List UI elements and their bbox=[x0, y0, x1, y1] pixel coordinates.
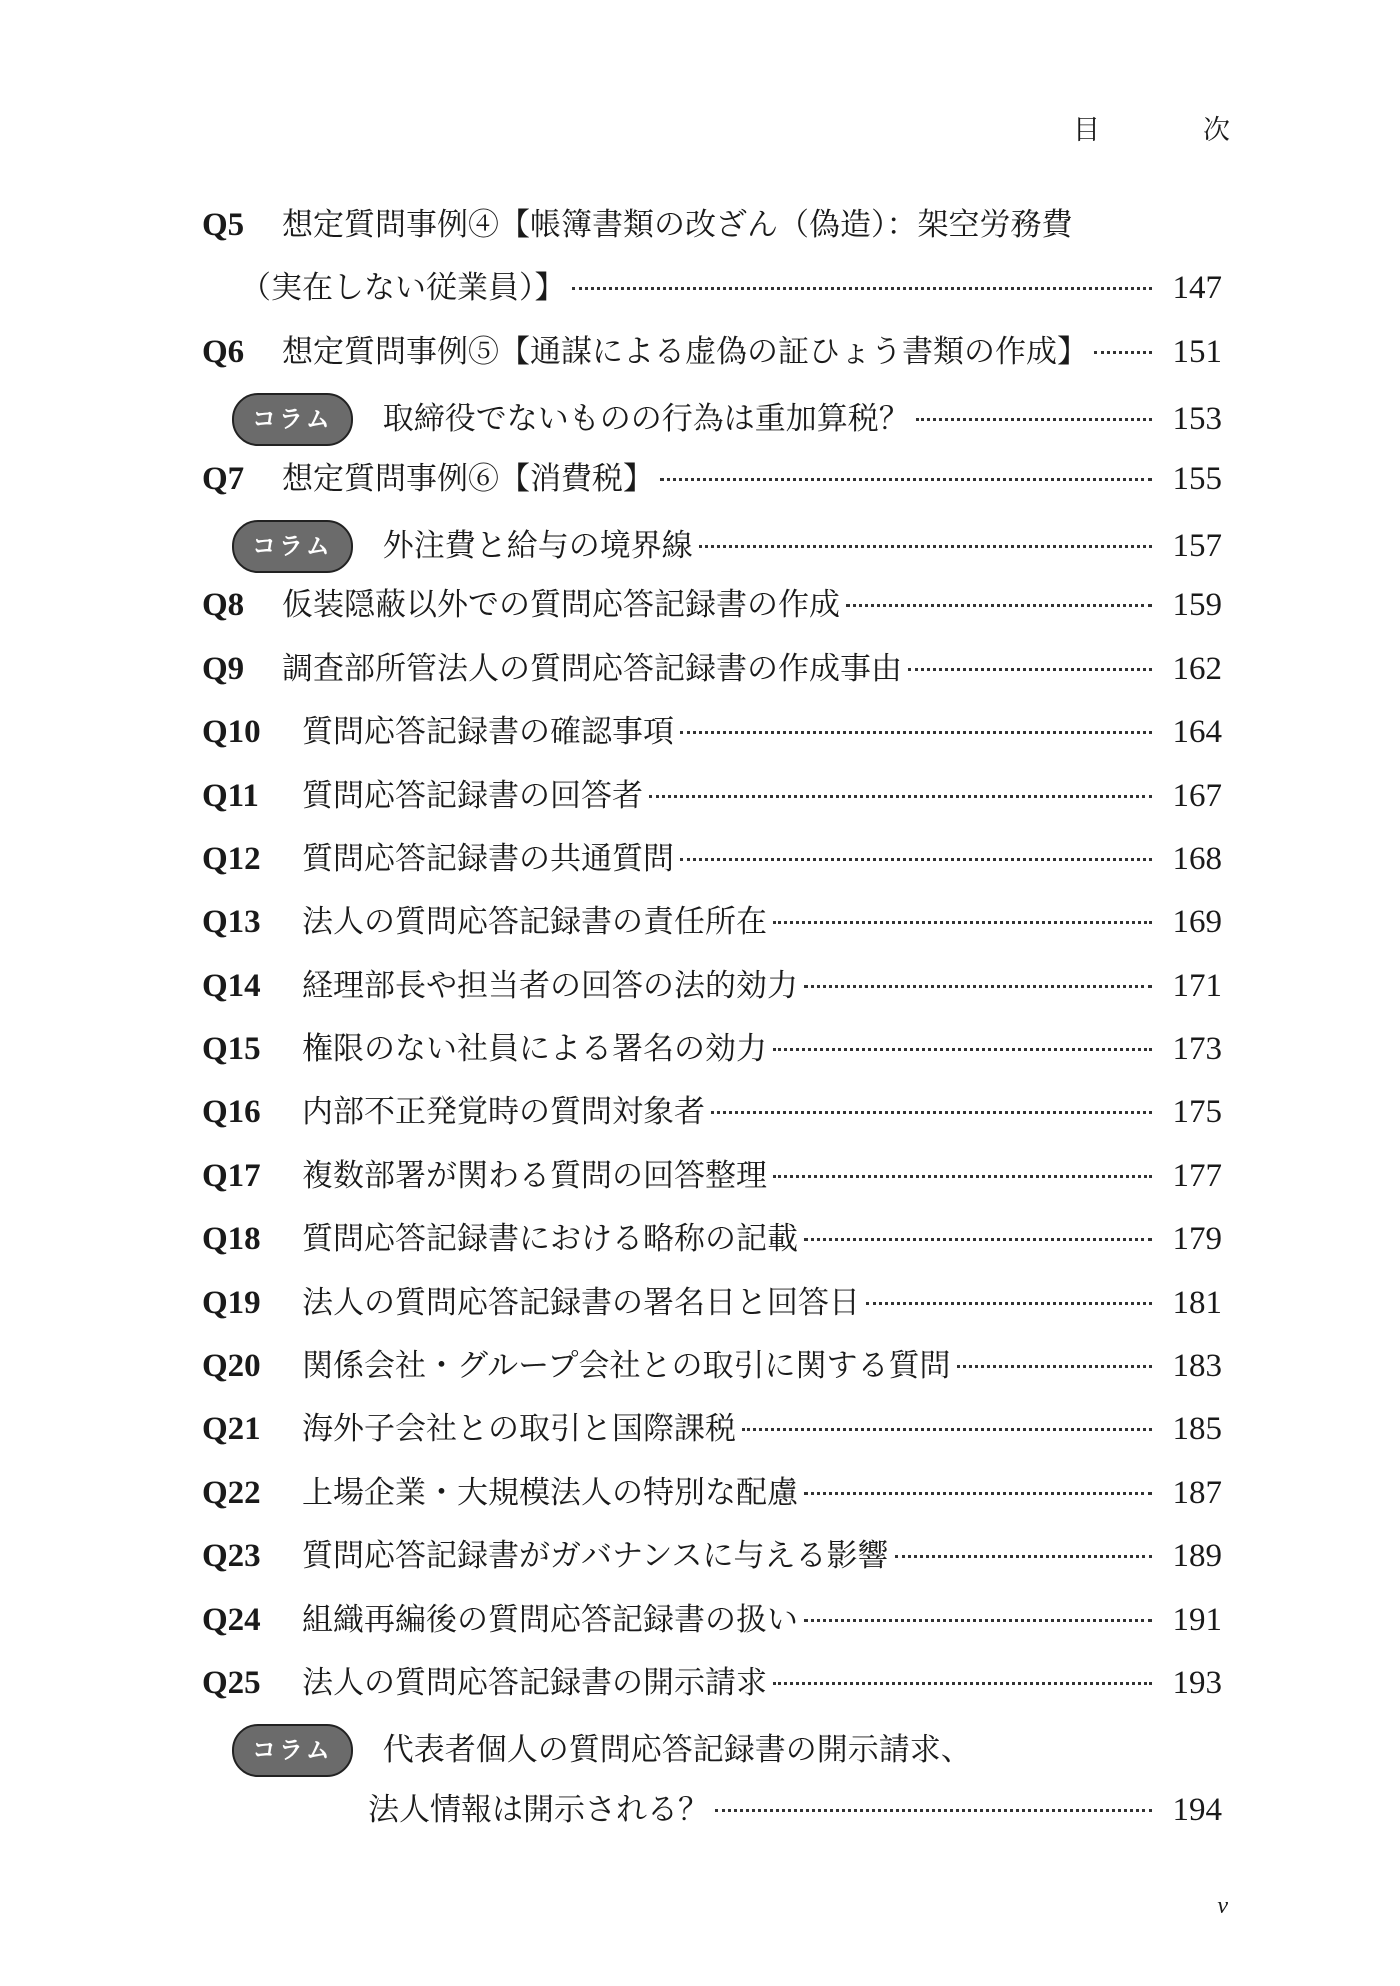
toc-line bbox=[202, 459, 1222, 522]
toc-line bbox=[202, 268, 1222, 331]
toc-entry[interactable] bbox=[202, 1409, 1222, 1472]
toc-entry[interactable] bbox=[202, 332, 1222, 395]
toc-line bbox=[202, 1283, 1222, 1346]
toc-line bbox=[202, 1473, 1222, 1536]
column-badge: コラム bbox=[232, 520, 353, 573]
page-number: 151 bbox=[1172, 333, 1222, 370]
entry-title: 想定質問事例⑤【通謀による虚偽の証ひょう書類の作成】 bbox=[282, 333, 1088, 370]
toc-line bbox=[202, 839, 1222, 902]
page-number: 177 bbox=[1172, 1157, 1222, 1194]
toc-entry[interactable] bbox=[202, 1092, 1222, 1155]
toc-entry[interactable] bbox=[202, 712, 1222, 775]
entry-title: 外注費と給与の境界線 bbox=[382, 527, 693, 564]
page-number: 147 bbox=[1172, 270, 1222, 307]
entry-title: 内部不正発覚時の質問対象者 bbox=[302, 1094, 705, 1131]
entry-title: 質問応答記録書がガバナンスに与える影響 bbox=[302, 1538, 889, 1575]
column-badge: コラム bbox=[232, 1724, 353, 1777]
question-number: Q9 bbox=[202, 650, 245, 687]
question-number: Q16 bbox=[202, 1094, 261, 1131]
toc-line bbox=[202, 1219, 1222, 1282]
entry-title: 組織再編後の質問応答記録書の扱い bbox=[302, 1601, 798, 1638]
toc-column-entry[interactable] bbox=[202, 522, 1222, 585]
toc-line bbox=[202, 395, 1222, 458]
toc-line bbox=[202, 902, 1222, 965]
toc-entry[interactable] bbox=[202, 1283, 1222, 1346]
toc-entry[interactable] bbox=[202, 1600, 1222, 1663]
toc-entry[interactable] bbox=[202, 1663, 1222, 1726]
page-number: 175 bbox=[1172, 1094, 1222, 1131]
question-number: Q15 bbox=[202, 1031, 261, 1068]
dot-leader bbox=[773, 921, 1152, 924]
page-number: 194 bbox=[1172, 1791, 1222, 1828]
question-number: Q22 bbox=[202, 1474, 261, 1511]
page-number: 183 bbox=[1172, 1348, 1222, 1385]
page-number: 169 bbox=[1172, 904, 1222, 941]
toc-entry[interactable] bbox=[202, 205, 1222, 332]
dot-leader bbox=[711, 1111, 1152, 1114]
entry-title: 質問応答記録書の確認事項 bbox=[302, 714, 674, 751]
toc-entry[interactable] bbox=[202, 966, 1222, 1029]
toc-entry[interactable] bbox=[202, 1156, 1222, 1219]
entry-title: 想定質問事例④【帳簿書類の改ざん（偽造）：架空労務費 bbox=[282, 207, 1073, 243]
page-number: 168 bbox=[1172, 840, 1222, 877]
question-number: Q17 bbox=[202, 1157, 261, 1194]
entry-title: 上場企業・大規模法人の特別な配慮 bbox=[302, 1474, 798, 1511]
dot-leader bbox=[572, 287, 1153, 290]
page-number: 157 bbox=[1172, 527, 1222, 564]
running-header: 目 次 bbox=[1073, 115, 1268, 146]
question-number: Q18 bbox=[202, 1221, 261, 1258]
dot-leader bbox=[957, 1365, 1152, 1368]
page-number: 167 bbox=[1172, 777, 1222, 814]
entry-title: 想定質問事例⑥【消費税】 bbox=[282, 460, 654, 497]
entry-title: 代表者個人の質問応答記録書の開示請求、 bbox=[382, 1732, 972, 1769]
toc-line bbox=[202, 1346, 1222, 1409]
question-number: Q25 bbox=[202, 1664, 261, 1701]
toc-line bbox=[202, 1536, 1222, 1599]
toc-line bbox=[202, 1409, 1222, 1472]
question-number: Q8 bbox=[202, 587, 245, 624]
entry-title: 海外子会社との取引と国際課税 bbox=[302, 1411, 736, 1448]
question-number: Q12 bbox=[202, 840, 261, 877]
dot-leader bbox=[846, 604, 1152, 607]
question-number: Q19 bbox=[202, 1284, 261, 1321]
toc-line bbox=[202, 1156, 1222, 1219]
dot-leader bbox=[773, 1175, 1152, 1178]
entry-title: 仮装隠蔽以外での質問応答記録書の作成 bbox=[282, 587, 840, 624]
question-number: Q21 bbox=[202, 1411, 261, 1448]
page-number: 193 bbox=[1172, 1664, 1222, 1701]
dot-leader bbox=[715, 1809, 1152, 1812]
entry-title: 取締役でないものの行為は重加算税？ bbox=[382, 401, 910, 438]
toc-column-entry[interactable] bbox=[202, 395, 1222, 458]
entry-title: 関係会社・グループ会社との取引に関する質問 bbox=[302, 1348, 951, 1385]
entry-title: 調査部所管法人の質問応答記録書の作成事由 bbox=[282, 650, 902, 687]
page-number: 185 bbox=[1172, 1411, 1222, 1448]
dot-leader bbox=[699, 545, 1152, 548]
page-number: 164 bbox=[1172, 714, 1222, 751]
toc-line bbox=[202, 522, 1222, 585]
toc-line bbox=[202, 1790, 1222, 1853]
toc-line bbox=[202, 1029, 1222, 1092]
question-number: Q11 bbox=[202, 777, 259, 814]
toc-entry[interactable] bbox=[202, 1029, 1222, 1092]
toc-entry[interactable] bbox=[202, 902, 1222, 965]
question-number: Q13 bbox=[202, 904, 261, 941]
dot-leader bbox=[804, 1238, 1152, 1241]
toc-line bbox=[202, 1663, 1222, 1726]
dot-leader bbox=[866, 1302, 1152, 1305]
page-number: 159 bbox=[1172, 587, 1222, 624]
toc-line bbox=[202, 332, 1222, 395]
toc-entry[interactable] bbox=[202, 649, 1222, 712]
page-number: 191 bbox=[1172, 1601, 1222, 1638]
toc-entry[interactable] bbox=[202, 1219, 1222, 1282]
dot-leader bbox=[895, 1555, 1152, 1558]
dot-leader bbox=[742, 1428, 1152, 1431]
question-number: Q7 bbox=[202, 460, 245, 497]
page-number: 173 bbox=[1172, 1031, 1222, 1068]
dot-leader bbox=[649, 795, 1152, 798]
dot-leader bbox=[680, 731, 1152, 734]
question-number: Q5 bbox=[202, 207, 245, 243]
question-number: Q23 bbox=[202, 1538, 261, 1575]
entry-title: 複数部署が関わる質問の回答整理 bbox=[302, 1157, 767, 1194]
dot-leader bbox=[804, 985, 1152, 988]
question-number: Q20 bbox=[202, 1348, 261, 1385]
column-badge: コラム bbox=[232, 393, 353, 446]
question-number: Q6 bbox=[202, 333, 245, 370]
toc-line bbox=[202, 649, 1222, 712]
dot-leader bbox=[773, 1682, 1152, 1685]
page-number: 179 bbox=[1172, 1221, 1222, 1258]
page-number: 162 bbox=[1172, 650, 1222, 687]
table-of-contents bbox=[202, 205, 1222, 1853]
question-number: Q24 bbox=[202, 1601, 261, 1638]
toc-entry[interactable] bbox=[202, 1473, 1222, 1536]
toc-entry[interactable] bbox=[202, 776, 1222, 839]
entry-title: 権限のない社員による署名の効力 bbox=[302, 1031, 767, 1068]
toc-line bbox=[202, 1092, 1222, 1155]
page-number: 153 bbox=[1172, 401, 1222, 438]
entry-title: 法人の質問応答記録書の署名日と回答日 bbox=[302, 1284, 860, 1321]
entry-title: 質問応答記録書の回答者 bbox=[302, 777, 643, 814]
toc-entry[interactable] bbox=[202, 585, 1222, 648]
toc-column-entry[interactable] bbox=[202, 1726, 1222, 1853]
question-number: Q10 bbox=[202, 714, 261, 751]
page-number: 187 bbox=[1172, 1474, 1222, 1511]
entry-title: 法人の質問応答記録書の開示請求 bbox=[302, 1664, 767, 1701]
toc-entry[interactable] bbox=[202, 1346, 1222, 1409]
toc-line bbox=[202, 966, 1222, 1029]
toc-line bbox=[202, 712, 1222, 775]
dot-leader bbox=[773, 1048, 1152, 1051]
dot-leader bbox=[804, 1619, 1152, 1622]
dot-leader bbox=[1094, 351, 1152, 354]
entry-title: 質問応答記録書における略称の記載 bbox=[302, 1221, 798, 1258]
question-number: Q14 bbox=[202, 967, 261, 1004]
toc-entry[interactable] bbox=[202, 1536, 1222, 1599]
entry-title: 法人情報は開示される？ bbox=[368, 1791, 709, 1828]
toc-line bbox=[202, 585, 1222, 648]
dot-leader bbox=[680, 858, 1152, 861]
dot-leader bbox=[804, 1492, 1152, 1495]
page-folio: v bbox=[1217, 1893, 1228, 1919]
page-number: 171 bbox=[1172, 967, 1222, 1004]
dot-leader bbox=[916, 418, 1152, 421]
dot-leader bbox=[660, 478, 1152, 481]
page-number: 155 bbox=[1172, 460, 1222, 497]
toc-line bbox=[202, 205, 1222, 268]
entry-title: 質問応答記録書の共通質問 bbox=[302, 840, 674, 877]
entry-title: 法人の質問応答記録書の責任所在 bbox=[302, 904, 767, 941]
toc-line bbox=[202, 1726, 1222, 1789]
toc-entry[interactable] bbox=[202, 459, 1222, 522]
entry-title: （実在しない従業員）】 bbox=[240, 270, 566, 307]
dot-leader bbox=[908, 668, 1152, 671]
toc-line bbox=[202, 776, 1222, 839]
page-number: 181 bbox=[1172, 1284, 1222, 1321]
entry-title: 経理部長や担当者の回答の法的効力 bbox=[302, 967, 798, 1004]
toc-line bbox=[202, 1600, 1222, 1663]
toc-entry[interactable] bbox=[202, 839, 1222, 902]
page-number: 189 bbox=[1172, 1538, 1222, 1575]
